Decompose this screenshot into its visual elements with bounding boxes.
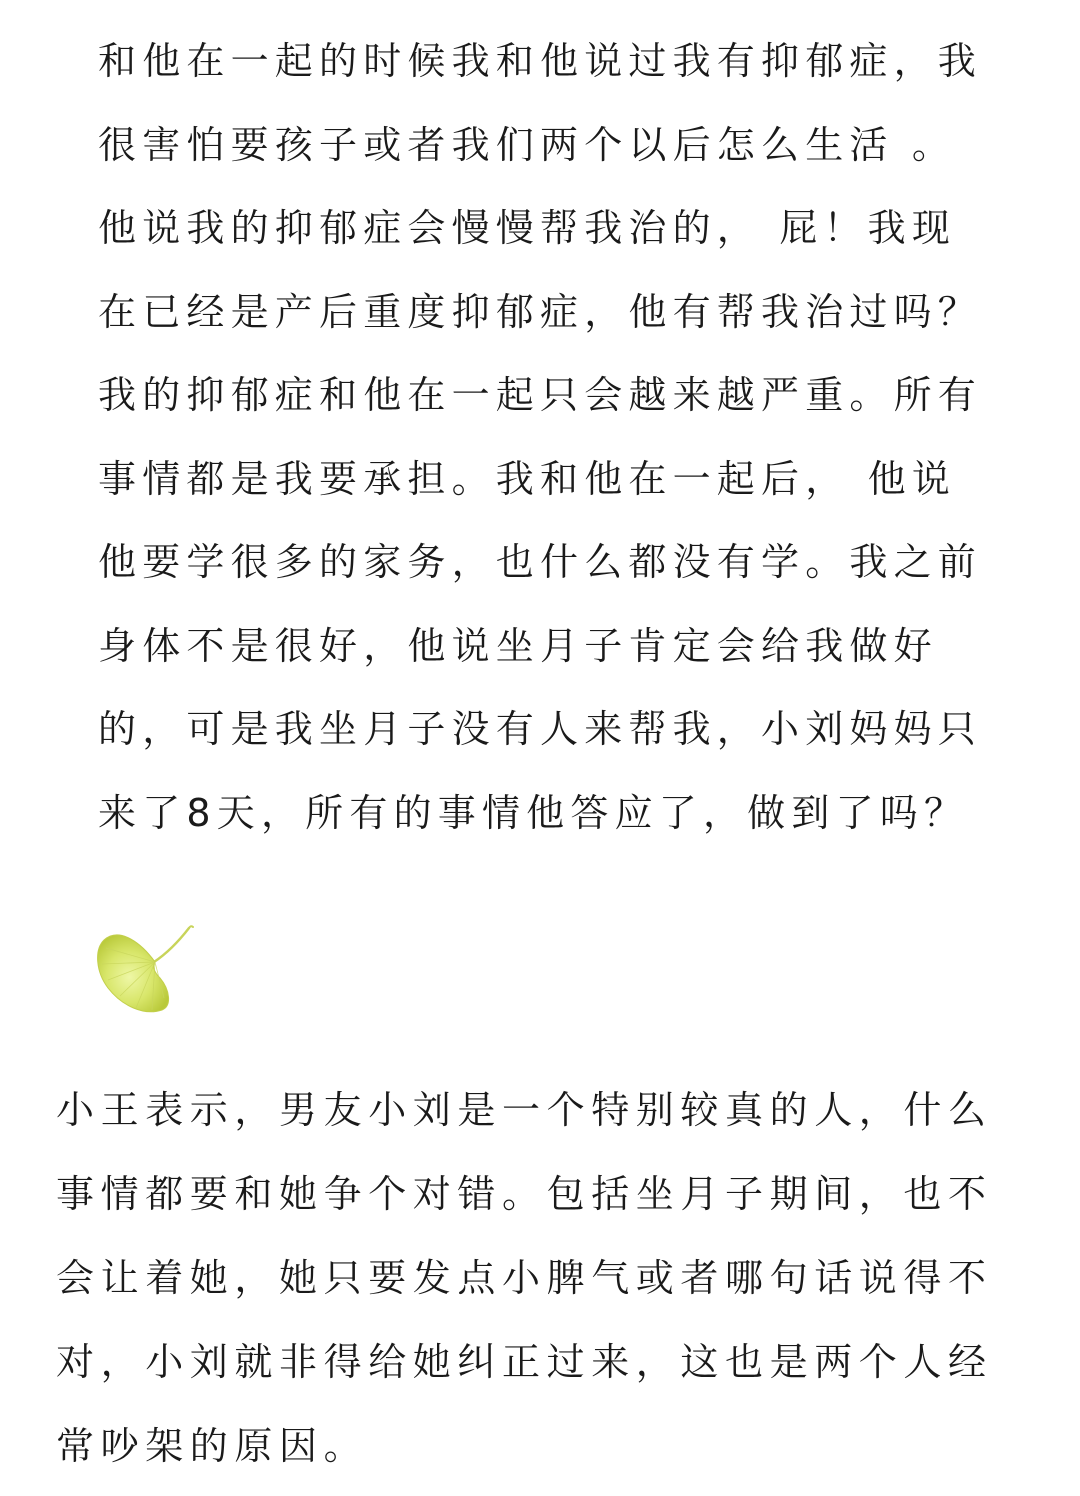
quoted-testimony [98, 20, 998, 855]
quote-line: 事情都是我要承担。我和他在一起后， 他说 [98, 456, 957, 501]
quote-line: 很害怕要孩子或者我们两个以后怎么生活 。 [98, 122, 957, 167]
quote-line: 我的抑郁症和他在一起只会越来越严重。所有 [98, 373, 983, 417]
paragraph-line: 事情都要和她争个对错。包括坐月子期间，也不 [56, 1172, 993, 1216]
paragraph-line: 会让着她，她只要发点小脾气或者哪句话说得不 [56, 1256, 993, 1300]
quote-line: 他要学很多的家务，也什么都没有学。我之前 [98, 540, 983, 584]
quote-line: 身体不是很好，他说坐月子肯定会给我做好 [98, 623, 938, 668]
quote-line: 在已经是产后重度抑郁症，他有帮我治过吗？ [98, 289, 983, 334]
paragraph-line: 小王表示，男友小刘是一个特别较真的人，什么 [56, 1088, 993, 1132]
ginkgo-leaf-icon [92, 918, 202, 1018]
article-paragraph [56, 1068, 1036, 1488]
paragraph-line: 常吵架的原因。 [56, 1424, 369, 1468]
quote-line: 的，可是我坐月子没有人来帮我，小刘妈妈只 [98, 707, 983, 751]
paragraph-line: 对，小刘就非得给她纠正过来，这也是两个人经 [56, 1340, 993, 1384]
quote-line: 他说我的抑郁症会慢慢帮我治的， 屁！我现 [98, 206, 957, 250]
quote-line: 来了8天，所有的事情他答应了，做到了吗？ [98, 790, 969, 835]
quote-line: 和他在一起的时候我和他说过我有抑郁症，我 [98, 39, 983, 83]
